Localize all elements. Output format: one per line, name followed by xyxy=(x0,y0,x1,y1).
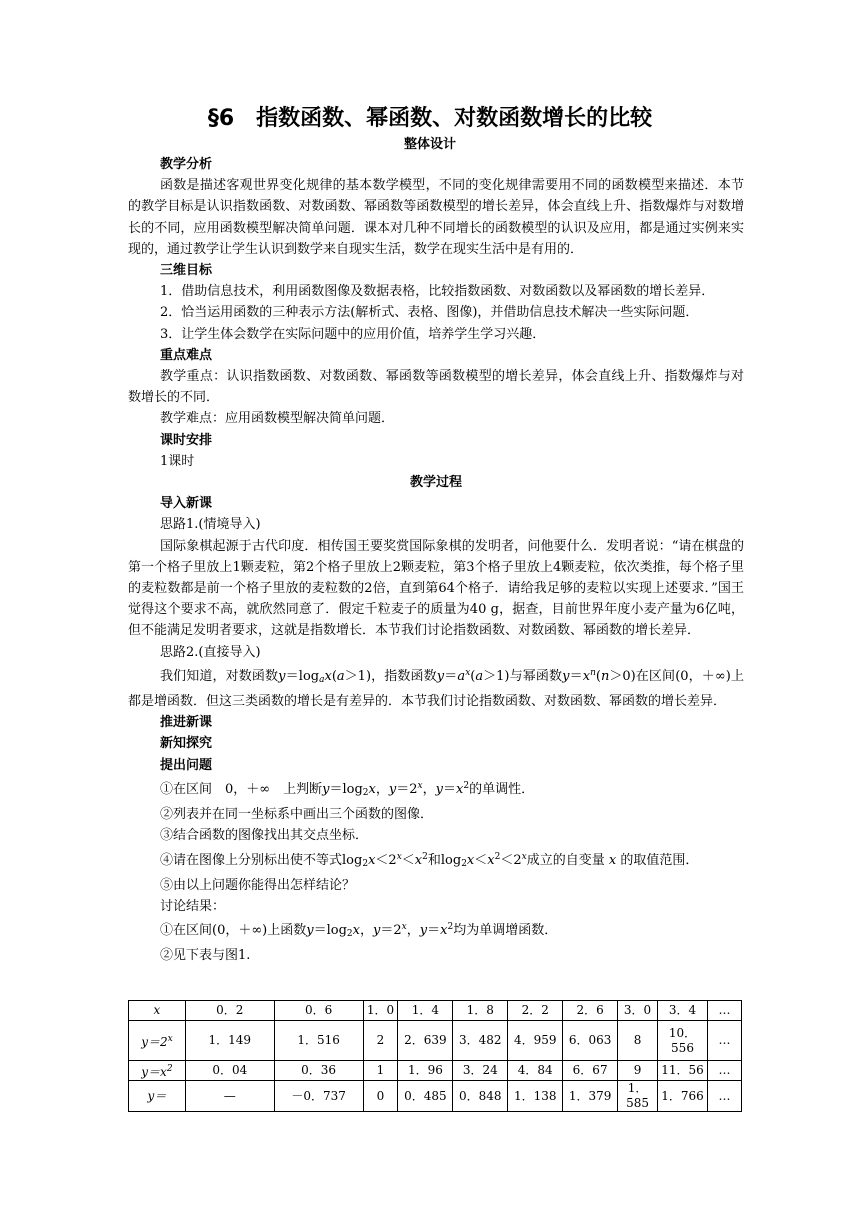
result-1: ①在区间(0，＋∞)上函数$y=\log_2x$，$y=2^x$，$y=x^2$均为单调增函数． xyxy=(160,922,558,940)
heading-analysis: 教学分析 xyxy=(160,157,213,172)
idea-1-label: 思路1.(情境导入) xyxy=(160,517,261,533)
table-cell: 0．848 xyxy=(453,1081,508,1112)
table-cell: 9 xyxy=(618,1061,658,1081)
discussion-label: 讨论结果： xyxy=(160,898,226,914)
goal-3: 3．让学生体会数学在实际问题中的应用价值，培养学生学习兴趣． xyxy=(160,326,546,342)
question-2: ②列表并在同一坐标系中画出三个函数的图像． xyxy=(160,807,434,823)
goal-2: 2．恰当运用函数的三种表示方法(解析式、表格、图像)，并借助信息技术解决一些实际问题． xyxy=(160,305,699,321)
table-cell: … xyxy=(707,1021,741,1061)
table-cell: 4．959 xyxy=(508,1021,563,1061)
table-cell: 2．6 xyxy=(563,1001,618,1021)
table-cell: 0．2 xyxy=(185,1001,274,1021)
table-row-log xyxy=(129,1081,742,1112)
table-cell: 4．84 xyxy=(508,1061,563,1081)
table-cell: 1 xyxy=(363,1061,398,1081)
table-cell: 1．96 xyxy=(398,1061,453,1081)
table-cell: －0．737 xyxy=(274,1081,363,1112)
table-cell: 3．0 xyxy=(618,1001,658,1021)
table-row-pow xyxy=(129,1061,742,1081)
table-cell: 6．67 xyxy=(563,1061,618,1081)
table-cell: 1．149 xyxy=(185,1021,274,1061)
table-cell: 0．36 xyxy=(274,1061,363,1081)
table-cell: 6．063 xyxy=(563,1021,618,1061)
table-cell: 0．6 xyxy=(274,1001,363,1021)
table-cell: … xyxy=(707,1061,741,1081)
table-cell: 1．585 xyxy=(618,1081,658,1112)
row-header-exp: $y=2^x$ xyxy=(129,1021,186,1061)
table-cell: 3．482 xyxy=(453,1021,508,1061)
table-cell: 1．0 xyxy=(363,1001,398,1021)
result-2: ②见下表与图1. xyxy=(160,948,251,964)
idea-2-label: 思路2.(直接导入) xyxy=(160,644,261,660)
table-cell: 1．4 xyxy=(398,1001,453,1021)
table-cell: 0 xyxy=(363,1081,398,1112)
table-cell: … xyxy=(707,1001,741,1021)
key-point: 教学重点：认识指数函数、对数函数、幂函数等函数模型的增长差异，体会直线上升、指数爆炸与对数增长的不同． xyxy=(128,369,744,406)
heading-question: 提出问题 xyxy=(160,757,213,773)
table-cell: … xyxy=(707,1081,741,1112)
heading-process: 教学过程 xyxy=(409,475,462,491)
table-cell: 1．379 xyxy=(563,1081,618,1112)
question-4: ④请在图像上分别标出使不等式$\log_2x<2^x<x^2$和$\log_2x<x^2<2^x$成立的自变量 x 的取值范围． xyxy=(160,851,699,869)
hours: 1课时 xyxy=(160,453,195,469)
heading-new: 推进新课 xyxy=(160,715,213,731)
page-subtitle: 整体设计 xyxy=(403,137,456,152)
table-row-exp xyxy=(129,1021,742,1061)
paragraph-idea-2: 我们知道，对数函数$y=\log_ax(a>1)$，指数函数$y=a^x(a>1)$与幂函数$y=x^n(n>0)$在区间(0，＋∞)上都是增函数．但这三类函数的增长是有差异的．本节我们讨论指数函数、对数函数、幂函数的增长差异． xyxy=(128,667,744,710)
row-header-x: x xyxy=(129,1001,186,1021)
heading-hours: 课时安排 xyxy=(160,432,213,448)
table-cell: 10．556 xyxy=(658,1021,708,1061)
question-3: ③结合函数的图像找出其交点坐标． xyxy=(160,828,369,844)
row-header-log: y＝ xyxy=(129,1081,186,1112)
table-cell: 3．24 xyxy=(453,1061,508,1081)
paragraph-analysis: 函数是描述客观世界变化规律的基本数学模型，不同的变化规律需要用不同的函数模型来描述．本节的教学目标是认识指数函数、对数函数、幂函数等函数模型的增长差异，体会直线上升、指数爆炸与对数增长的不同，应用函数模型解决简单问题．课本对几种不同增长的函数模型的认识及应用，都是通过实例来实现的，通过教学让学生认识到数学来自现实生活，数学在现实生活中是有用的． xyxy=(128,178,744,257)
question-1: ①在区间 0，＋∞ 上判断$y=\log_2x$，$y=2^x$，$y=x^2$的单调性． xyxy=(160,780,535,798)
heading-keys: 重点难点 xyxy=(160,347,213,363)
table-cell: 8 xyxy=(618,1021,658,1061)
paragraph-idea-1: 国际象棋起源于古代印度．相传国王要奖赏国际象棋的发明者，问他要什么．发明者说：“请在棋盘的第一个格子里放上1颗麦粒，第2个格子里放上2颗麦粒，第3个格子里放上4颗麦粒，依次类推，每个格子里的麦粒数都是前一个格子里放的麦粒数的2倍，直到第64个格子．请给我足够的麦粒以实现上述要求．”国王觉得这个要求不高，就欣然同意了．假定千粒麦子的质量为40 g，据查，目前世界年度小麦产量为6亿吨，但不能满足发明者要求，这就是指数增长．本节我们讨论指数函数、对数函数、幂函数的增长差异． xyxy=(128,538,744,639)
difficulty: 教学难点：应用函数模型解决简单问题． xyxy=(160,411,395,427)
page-title: §6 指数函数、幂函数、对数函数增长的比较 xyxy=(207,106,653,131)
table-cell: 2 xyxy=(363,1021,398,1061)
table-cell: 0．485 xyxy=(398,1081,453,1112)
table-cell: 1．138 xyxy=(508,1081,563,1112)
document-body xyxy=(128,154,744,967)
table-cell: 1．516 xyxy=(274,1021,363,1061)
row-header-pow: $y=x^2$ xyxy=(129,1061,186,1081)
goal-1: 1．借助信息技术，利用函数图像及数据表格，比较指数函数、对数函数以及幂函数的增长差异． xyxy=(160,284,715,300)
question-5: ⑤由以上问题你能得出怎样结论？ xyxy=(160,877,356,893)
table-cell: 1．766 xyxy=(658,1081,708,1112)
heading-goals: 三维目标 xyxy=(160,263,213,279)
table-cell: 11．56 xyxy=(658,1061,708,1081)
table-cell: 1．8 xyxy=(453,1001,508,1021)
heading-intro: 导入新课 xyxy=(160,496,213,512)
heading-explore: 新知探究 xyxy=(160,736,213,752)
table-cell: 3．4 xyxy=(658,1001,708,1021)
table-cell: 2．2 xyxy=(508,1001,563,1021)
table-cell: 0．04 xyxy=(185,1061,274,1081)
table-cell: 2．639 xyxy=(398,1021,453,1061)
values-table xyxy=(128,1000,742,1112)
table-row-x xyxy=(129,1001,742,1021)
table-cell: — xyxy=(185,1081,274,1112)
